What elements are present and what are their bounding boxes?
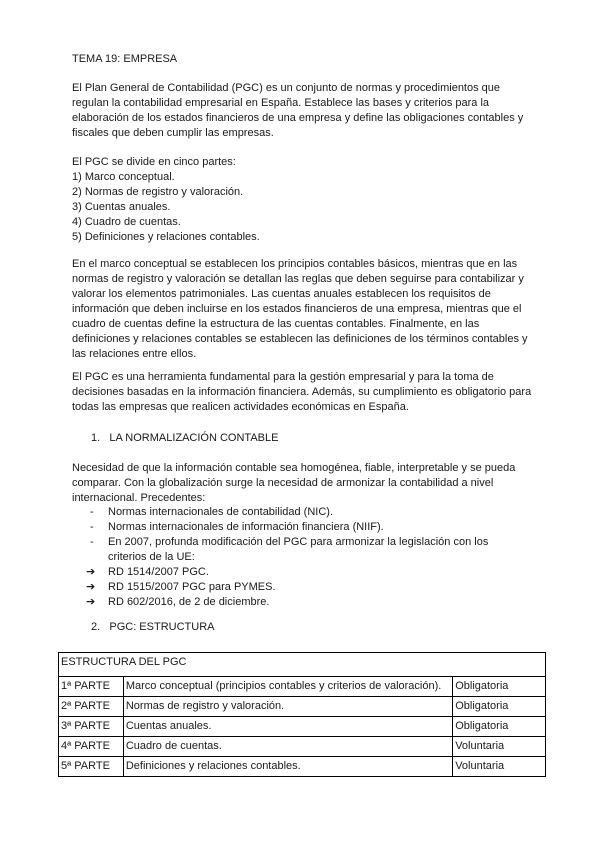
arrow-right-icon: ➔ xyxy=(86,596,96,608)
dash-bullet: - xyxy=(90,506,94,518)
table-row xyxy=(59,757,546,777)
marco-paragraph: En el marco conceptual se establecen los principios contables básicos, mientras que en las normas de registro y valoración se detallan las reglas que deben seguirse para contabilizar y valorar los elementos patrimoniales. Las cuentas anuales establecen los requisitos de información que deben incluirse en los estados financieros de una empresa, mientras que el cuadro de cuentas define la estructura de las cuentas contables. Finalmente, en las definiciones y relaciones contables se establecen las definiciones de los términos contables y las relaciones entre ellos. xyxy=(72,258,528,360)
cell-parte: 2ª PARTE xyxy=(59,697,124,717)
cell-caracter: Obligatoria xyxy=(453,677,546,697)
cell-caracter: Voluntaria xyxy=(453,737,546,757)
cell-parte: 1ª PARTE xyxy=(59,677,124,697)
estructura-table xyxy=(58,652,546,777)
section-number: 1. xyxy=(91,432,101,444)
list-item: 2) Normas de registro y valoración. xyxy=(72,186,244,198)
list-item: 5) Definiciones y relaciones contables. xyxy=(72,231,260,243)
cell-contenido: Marco conceptual (principios contables y criterios de valoración). xyxy=(123,677,452,697)
cell-contenido: Cuentas anuales. xyxy=(123,717,452,737)
cell-parte: 5ª PARTE xyxy=(59,757,124,777)
dash-bullet: - xyxy=(90,521,94,533)
cell-caracter: Obligatoria xyxy=(453,717,546,737)
cell-caracter: Obligatoria xyxy=(453,697,546,717)
list-item: 4) Cuadro de cuentas. xyxy=(72,216,181,228)
necesidad-paragraph: Necesidad de que la información contable sea homogénea, fiable, interpretable y se pueda comparar. Con la globalización surge la necesidad de armonizar la contabilidad a nivel internacional. Precedentes: xyxy=(72,462,516,504)
table-row xyxy=(59,737,546,757)
list-item: - En 2007, profunda modificación del PGC para armonizar la legislación con los xyxy=(90,536,489,548)
table-row xyxy=(59,717,546,737)
list-item: ➔ RD 602/2016, de 2 de diciembre. xyxy=(86,596,270,608)
table-row xyxy=(59,697,546,717)
section-title: LA NORMALIZACIÓN CONTABLE xyxy=(109,432,279,444)
cell-contenido: Normas de registro y valoración. xyxy=(123,697,452,717)
cell-contenido: Cuadro de cuentas. xyxy=(123,737,452,757)
dash-bullet: - xyxy=(90,536,94,548)
cell-contenido: Definiciones y relaciones contables. xyxy=(123,757,452,777)
list-item: - Normas internacionales de contabilidad (NIC). xyxy=(90,506,333,518)
cell-parte: 3ª PARTE xyxy=(59,717,124,737)
page-title: TEMA 19: EMPRESA xyxy=(72,53,178,65)
parts-list xyxy=(72,155,532,245)
list-item: ➔ RD 1514/2007 PGC. xyxy=(86,566,209,578)
section-heading-estructura xyxy=(91,620,551,635)
section-number: 2. xyxy=(91,621,101,633)
list-item: 1) Marco conceptual. xyxy=(72,171,175,183)
herramienta-paragraph: El PGC es una herramienta fundamental para la gestión empresarial y para la toma de decisiones basadas en la información financiera. Además, su cumplimiento es obligatorio para todas las empresas que realicen actividades económicas en España. xyxy=(72,371,532,413)
list-item: - Normas internacionales de información financiera (NIIF). xyxy=(90,521,384,533)
arrow-right-icon: ➔ xyxy=(86,581,96,593)
arrow-right-icon: ➔ xyxy=(86,566,96,578)
intro-paragraph: El Plan General de Contabilidad (PGC) es un conjunto de normas y procedimientos que regulan la contabilidad empresarial en España. Establece las bases y criterios para la elaboración de los estados financieros de una empresa y define las obligaciones contables y fiscales que deben cumplir las empresas. xyxy=(72,82,524,139)
list-item-continuation: criterios de la UE: xyxy=(108,551,195,563)
table-header: ESTRUCTURA DEL PGC xyxy=(59,653,546,677)
list-item: 3) Cuentas anuales. xyxy=(72,201,171,213)
cell-parte: 4ª PARTE xyxy=(59,737,124,757)
section-title: PGC: ESTRUCTURA xyxy=(109,621,215,633)
cell-caracter: Voluntaria xyxy=(453,757,546,777)
precedentes-list xyxy=(72,505,532,610)
section-heading-normalizacion xyxy=(91,431,551,446)
table-row xyxy=(59,677,546,697)
parts-intro: El PGC se divide en cinco partes: xyxy=(72,156,236,168)
table-header-row xyxy=(59,653,546,677)
list-item: ➔ RD 1515/2007 PGC para PYMES. xyxy=(86,581,276,593)
